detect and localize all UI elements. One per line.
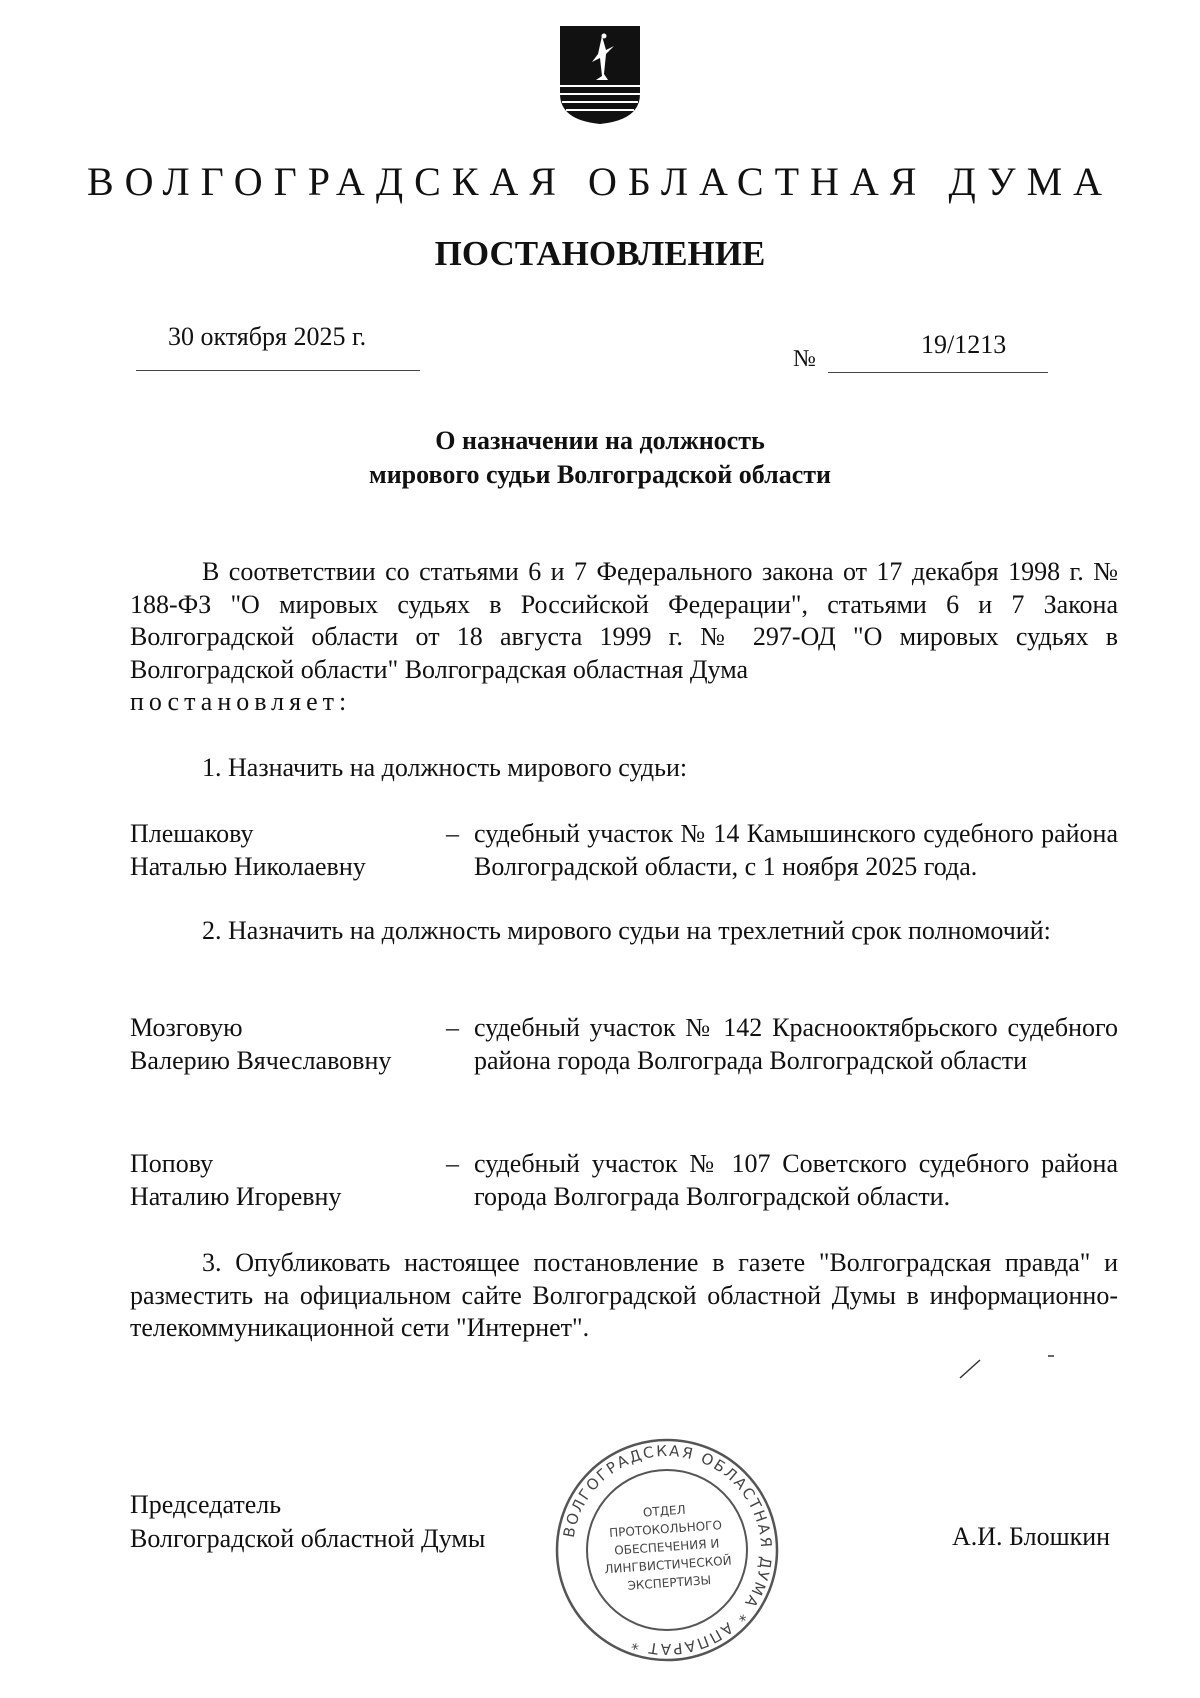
organization-name: ВОЛГОГРАДСКАЯ ОБЛАСТНАЯ ДУМА	[86, 159, 1114, 204]
document-subject	[0, 424, 1200, 492]
volgograd-coat-of-arms-icon	[558, 24, 642, 126]
appointee-position: судебный участок № 14 Камышинского судебного района Волгоградской области, с 1 ноября 2025 года.	[474, 819, 1118, 881]
document-number: 19/1213	[921, 330, 1007, 359]
date-underline	[136, 370, 420, 371]
signature-mark-icon	[958, 1352, 1058, 1382]
appointee-name	[130, 1148, 430, 1213]
appointee-name	[130, 818, 430, 883]
preamble-text: В соответствии со статьями 6 и 7 Федерального закона от 17 декабря 1998 г. № 188-ФЗ "О мировых судьях в Российской Федерации", статьями 6 и 7 Закона Волгоградской области от 18 августа 1999 г. № 297-ОД "О мировых судьях в Волгоградской области" Волгоградская областная Дума	[130, 557, 1118, 684]
chairman-title	[130, 1488, 485, 1556]
subject-line-1: О назначении на должность	[435, 426, 765, 455]
number-underline	[828, 372, 1048, 373]
appointee-surname: Мозговую	[130, 1013, 243, 1042]
appointee-given-names: Наталию Игоревну	[130, 1181, 342, 1211]
item-2-text: 2. Назначить на должность мирового судьи на трехлетний срок полномочий:	[202, 916, 1051, 945]
svg-text:ОБЕСПЕЧЕНИЯ И: ОБЕСПЕЧЕНИЯ И	[613, 1536, 720, 1558]
appointee-surname: Попову	[130, 1149, 214, 1178]
dash: –	[446, 1013, 459, 1042]
appointee-name	[130, 1012, 430, 1077]
appointee-row	[130, 1148, 1118, 1214]
item-1-text: 1. Назначить на должность мирового судьи:	[202, 753, 688, 782]
svg-text:ЛИНГВИСТИЧЕСКОЙ: ЛИНГВИСТИЧЕСКОЙ	[604, 1553, 733, 1577]
appointee-row	[130, 818, 1118, 884]
resolves-word: постановляет:	[130, 687, 352, 716]
signer-name: А.И. Блошкин	[952, 1522, 1111, 1551]
svg-text:ЭКСПЕРТИЗЫ: ЭКСПЕРТИЗЫ	[627, 1573, 712, 1593]
appointee-given-names: Наталью Николаевну	[130, 851, 366, 881]
svg-text:ОТДЕЛ: ОТДЕЛ	[642, 1502, 687, 1520]
document-date: 30 октября 2025 г.	[168, 322, 367, 351]
chairman-title-line-2: Волгоградской областной Думы	[130, 1524, 486, 1553]
svg-text:ВОЛГОГРАДСКАЯ ОБЛАСТНАЯ ДУМА *: ВОЛГОГРАДСКАЯ ОБЛАСТНАЯ ДУМА * АППАРАТ *	[559, 1441, 776, 1659]
dash: –	[446, 1149, 459, 1178]
item-3-text: 3. Опубликовать настоящее постановление в газете "Волгоградская правда" и разместить на официальном сайте Волгоградской областной Думы в информационно-телекоммуникационной сети "Интернет".	[130, 1248, 1118, 1342]
number-sign: №	[793, 346, 816, 372]
appointee-row	[130, 1012, 1118, 1110]
appointee-position: судебный участок № 107 Советского судебного района города Волгограда Волгоградской области.	[474, 1149, 1118, 1211]
appointee-surname: Плешакову	[130, 819, 254, 848]
dash: –	[446, 819, 459, 848]
official-stamp-icon	[552, 1435, 782, 1665]
svg-text:ПРОТОКОЛЬНОГО: ПРОТОКОЛЬНОГО	[608, 1518, 723, 1540]
appointee-given-names: Валерию Вячеславовну	[130, 1045, 392, 1075]
subject-line-2: мирового судьи Волгоградской области	[368, 460, 832, 489]
appointee-position: судебный участок № 142 Краснооктябрьского судебного района города Волгограда Волгоградской области	[474, 1013, 1118, 1075]
document-type: ПОСТАНОВЛЕНИЕ	[434, 234, 766, 273]
chairman-title-line-1: Председатель	[130, 1490, 282, 1519]
